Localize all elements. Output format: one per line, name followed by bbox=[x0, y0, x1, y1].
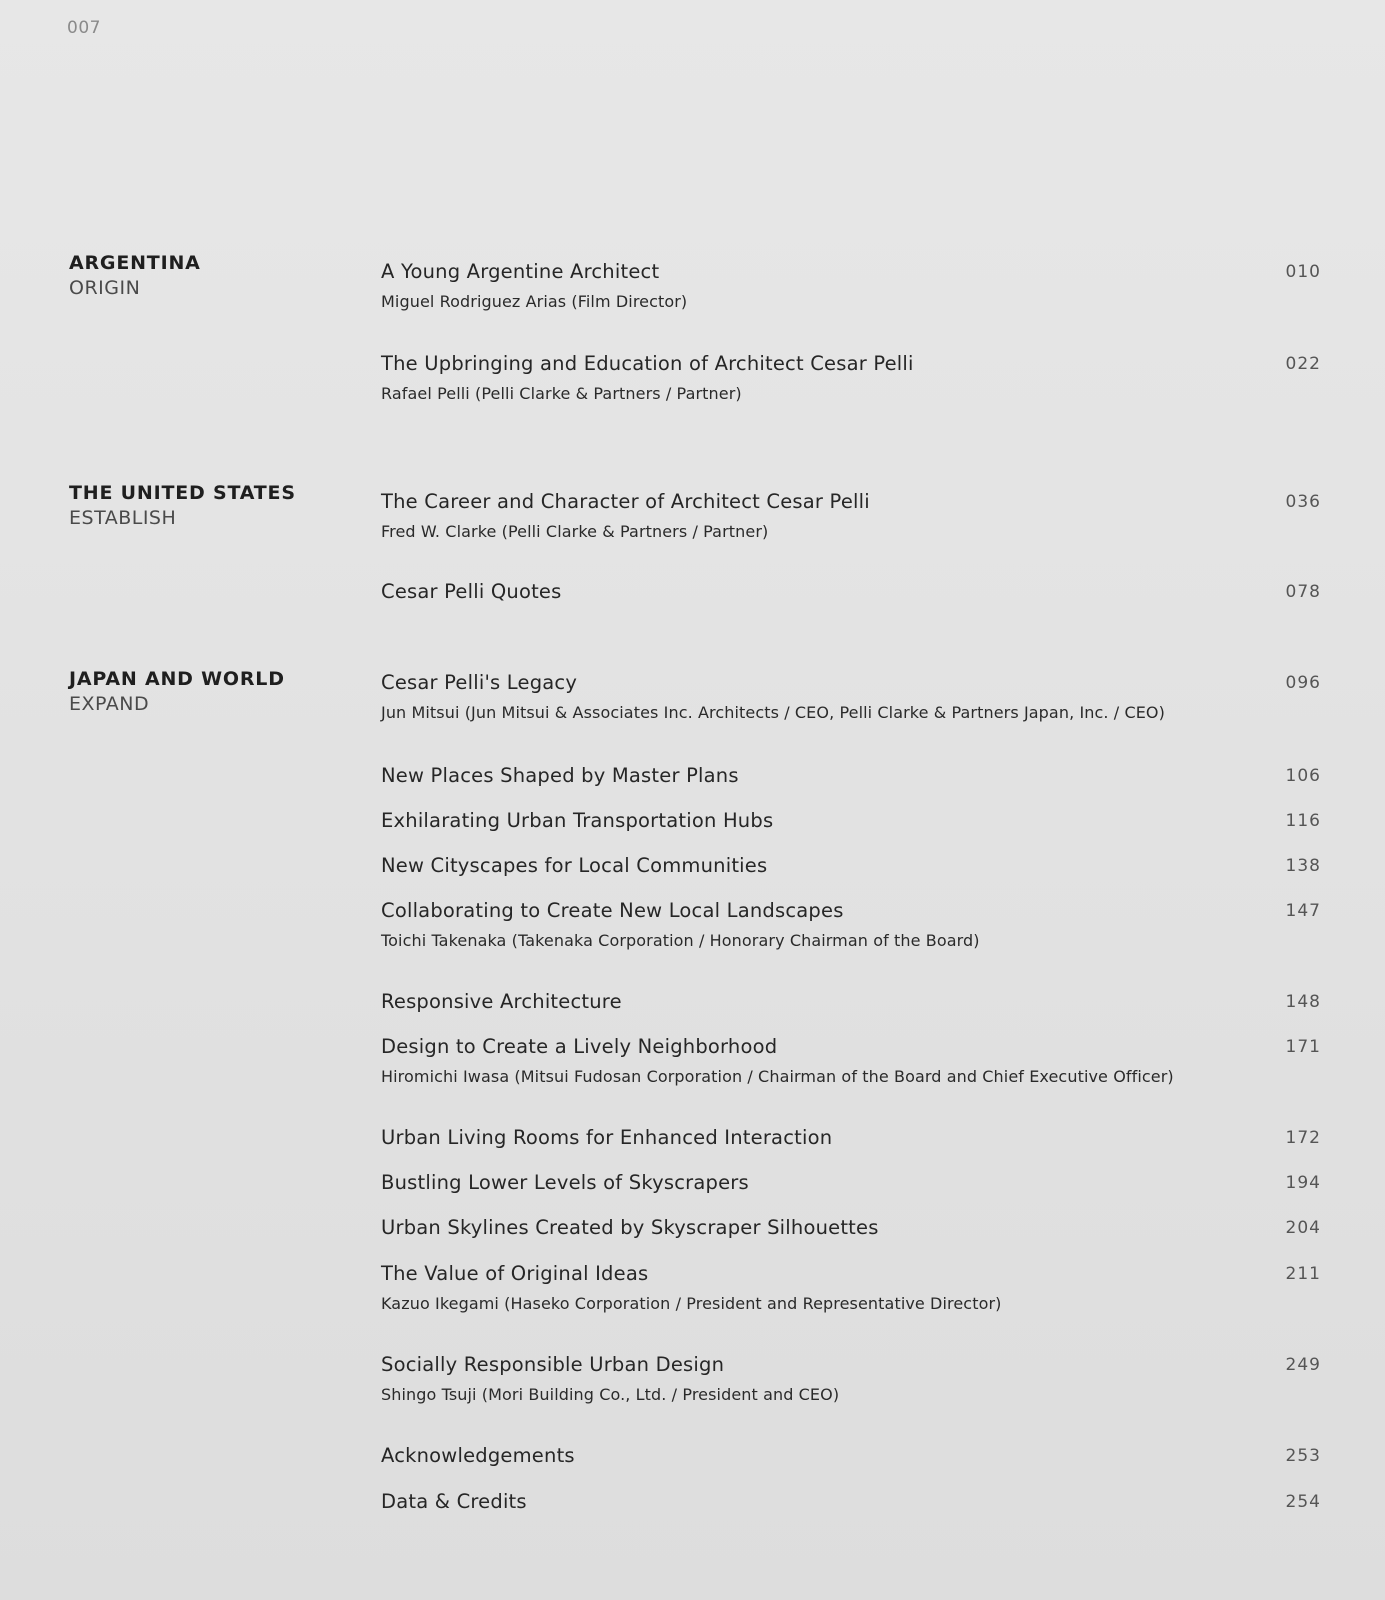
entry-title: Exhilarating Urban Transportation Hubs bbox=[381, 809, 774, 832]
entry-page-number: 096 bbox=[1285, 673, 1321, 693]
entry-page-number: 010 bbox=[1285, 262, 1321, 282]
entry-title: New Places Shaped by Master Plans bbox=[381, 764, 739, 787]
toc-entry[interactable] bbox=[381, 1261, 1321, 1315]
section-header-argentina bbox=[69, 251, 349, 301]
entry-author: Jun Mitsui (Jun Mitsui & Associates Inc. Architects / CEO, Pelli Clarke & Partners Japan, Inc. / CEO) bbox=[381, 703, 1165, 722]
section-header-united-states bbox=[69, 481, 349, 531]
entry-title: Urban Skylines Created by Skyscraper Silhouettes bbox=[381, 1216, 879, 1239]
entry-page-number: 253 bbox=[1285, 1446, 1321, 1466]
entry-page-number: 172 bbox=[1285, 1128, 1321, 1148]
entry-title: Data & Credits bbox=[381, 1490, 527, 1513]
entry-page-number: 106 bbox=[1285, 766, 1321, 786]
section-header-japan-and-world bbox=[69, 667, 349, 717]
entry-page-number: 204 bbox=[1285, 1218, 1321, 1238]
entry-author: Hiromichi Iwasa (Mitsui Fudosan Corporation / Chairman of the Board and Chief Executive Officer) bbox=[381, 1067, 1174, 1086]
entry-page-number: 078 bbox=[1285, 582, 1321, 602]
entry-title: Cesar Pelli's Legacy bbox=[381, 671, 578, 694]
toc-entry[interactable] bbox=[381, 351, 1321, 405]
entry-page-number: 249 bbox=[1285, 1355, 1321, 1375]
section-title: JAPAN AND WORLD bbox=[69, 668, 285, 690]
toc-entry[interactable] bbox=[381, 1125, 1321, 1151]
toc-entry[interactable] bbox=[381, 808, 1321, 834]
section-subtitle: ESTABLISH bbox=[69, 507, 177, 529]
entry-title: The Upbringing and Education of Architect Cesar Pelli bbox=[381, 352, 914, 375]
entry-page-number: 022 bbox=[1285, 354, 1321, 374]
entry-title: A Young Argentine Architect bbox=[381, 260, 660, 283]
entry-title: The Value of Original Ideas bbox=[381, 1262, 649, 1285]
entry-author: Miguel Rodriguez Arias (Film Director) bbox=[381, 292, 688, 311]
entry-title: Acknowledgements bbox=[381, 1444, 575, 1467]
entry-title: Socially Responsible Urban Design bbox=[381, 1353, 725, 1376]
toc-entry[interactable] bbox=[381, 259, 1321, 313]
entry-title: Collaborating to Create New Local Landscapes bbox=[381, 899, 844, 922]
entry-page-number: 194 bbox=[1285, 1173, 1321, 1193]
toc-entry[interactable] bbox=[381, 1352, 1321, 1406]
toc-entry[interactable] bbox=[381, 489, 1321, 543]
entry-author: Kazuo Ikegami (Haseko Corporation / President and Representative Director) bbox=[381, 1294, 1002, 1313]
section-subtitle: ORIGIN bbox=[69, 277, 141, 299]
toc-entry[interactable] bbox=[381, 898, 1321, 952]
toc-entry[interactable] bbox=[381, 1443, 1321, 1469]
entry-page-number: 036 bbox=[1285, 492, 1321, 512]
toc-entry[interactable] bbox=[381, 579, 1321, 605]
entry-page-number: 148 bbox=[1285, 992, 1321, 1012]
entry-title: Responsive Architecture bbox=[381, 990, 622, 1013]
toc-entry[interactable] bbox=[381, 1034, 1321, 1088]
section-title: ARGENTINA bbox=[69, 252, 201, 274]
entry-author: Rafael Pelli (Pelli Clarke & Partners / Partner) bbox=[381, 384, 742, 403]
toc-entry[interactable] bbox=[381, 670, 1321, 724]
page-number: 007 bbox=[67, 18, 101, 38]
toc-entry[interactable] bbox=[381, 989, 1321, 1015]
entry-page-number: 211 bbox=[1285, 1264, 1321, 1284]
entry-page-number: 147 bbox=[1285, 901, 1321, 921]
toc-entry[interactable] bbox=[381, 853, 1321, 879]
entry-author: Toichi Takenaka (Takenaka Corporation / Honorary Chairman of the Board) bbox=[381, 931, 980, 950]
entry-author: Fred W. Clarke (Pelli Clarke & Partners / Partner) bbox=[381, 522, 769, 541]
toc-entry[interactable] bbox=[381, 1215, 1321, 1241]
entry-title: Design to Create a Lively Neighborhood bbox=[381, 1035, 778, 1058]
entry-title: Cesar Pelli Quotes bbox=[381, 580, 562, 603]
section-title: THE UNITED STATES bbox=[69, 482, 296, 504]
toc-entry[interactable] bbox=[381, 1489, 1321, 1515]
toc-entry[interactable] bbox=[381, 763, 1321, 789]
entry-page-number: 138 bbox=[1285, 856, 1321, 876]
entry-page-number: 171 bbox=[1285, 1037, 1321, 1057]
entry-title: Bustling Lower Levels of Skyscrapers bbox=[381, 1171, 749, 1194]
entry-title: Urban Living Rooms for Enhanced Interaction bbox=[381, 1126, 833, 1149]
entry-author: Shingo Tsuji (Mori Building Co., Ltd. / President and CEO) bbox=[381, 1385, 840, 1404]
entry-page-number: 116 bbox=[1285, 811, 1321, 831]
entry-page-number: 254 bbox=[1285, 1492, 1321, 1512]
toc-entry[interactable] bbox=[381, 1170, 1321, 1196]
entry-title: The Career and Character of Architect Cesar Pelli bbox=[381, 490, 870, 513]
entry-title: New Cityscapes for Local Communities bbox=[381, 854, 768, 877]
section-subtitle: EXPAND bbox=[69, 693, 150, 715]
